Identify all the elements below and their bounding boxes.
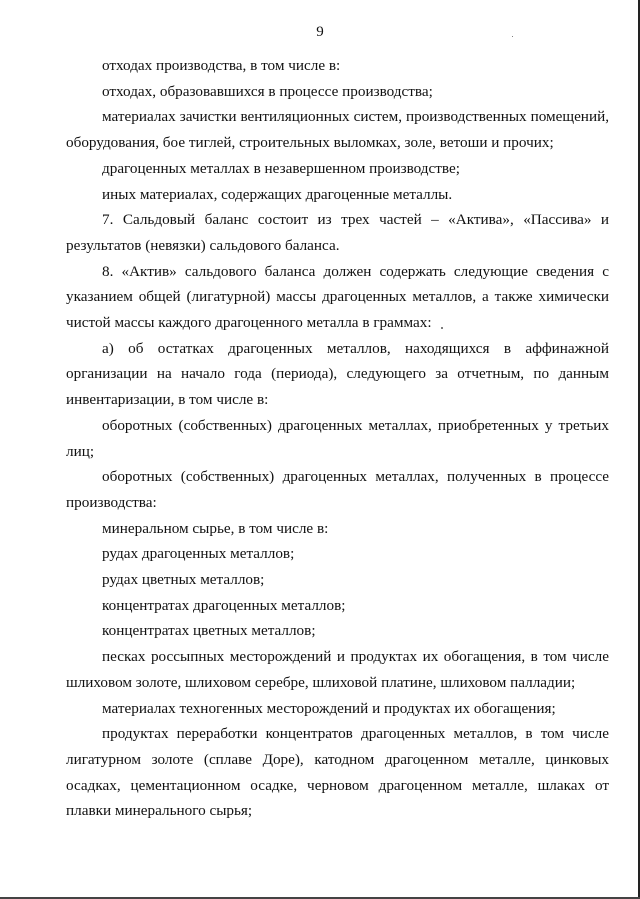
paragraph-8: а) об остатках драгоценных металлов, находящихся в аффинажной организации на начало года (периода), следующего за отчетным, по данным инвентаризации, в том числе в: [66,339,609,409]
paragraph-3: материалах зачистки вентиляционных систем, производственных помещений, оборудования, бое тиглей, строительных выломках, золе, ветоши и прочих; [66,108,609,152]
scan-speck [441,327,443,329]
paragraph-5: иных материалах, содержащих драгоценные металлы. [102,185,453,203]
paragraph-16: песках россыпных месторождений и продуктах их обогащения, в том числе шлиховом золоте, шлиховом серебре, шлиховой платине, шлиховом палладии; [66,648,609,691]
paragraph-10: оборотных (собственных) драгоценных металлах, полученных в процессе производства: [66,468,609,511]
paragraph-4: драгоценных металлах в незавершенном производстве; [102,159,460,177]
paragraph-14: концентратах драгоценных металлов; [102,596,346,614]
paragraph-9: оборотных (собственных) драгоценных металлах, приобретенных у третьих лиц; [66,416,609,460]
paragraph-1: отходах производства, в том числе в: [102,57,341,74]
paragraph-13: рудах цветных металлов; [102,571,265,589]
paragraph-12: рудах драгоценных металлов; [102,545,295,563]
paragraph-17: материалах техногенных месторождений и продуктах их обогащения; [102,699,556,717]
paragraph-6: 7. Сальдовый баланс состоит из трех частей – «Актива», «Пассива» и результатов (невязки) сальдового баланса. [66,211,609,254]
paragraph-15: концентратах цветных металлов; [102,622,316,640]
paragraph-2: отходах, образовавшихся в процессе производства; [102,82,433,100]
paragraph-11: минеральном сырье, в том числе в: [102,519,329,537]
document-body [66,53,609,824]
paragraph-18: продуктах переработки концентратов драгоценных металлов, в том числе лигатурном золоте (сплаве Доре), катодном драгоценном металле, цинковых осадках, цементационном осадке, черновом драгоценном металле, шлаках от плавки минерального сырья; [66,725,609,820]
page-number: 9 [316,24,324,40]
scan-speck [512,36,513,37]
paragraph-7: 8. «Актив» сальдового баланса должен содержать следующие сведения с указанием общей (лигатурной) массы драгоценных металлов, а также химически чистой массы каждого драгоценного металла в граммах: [66,262,609,332]
